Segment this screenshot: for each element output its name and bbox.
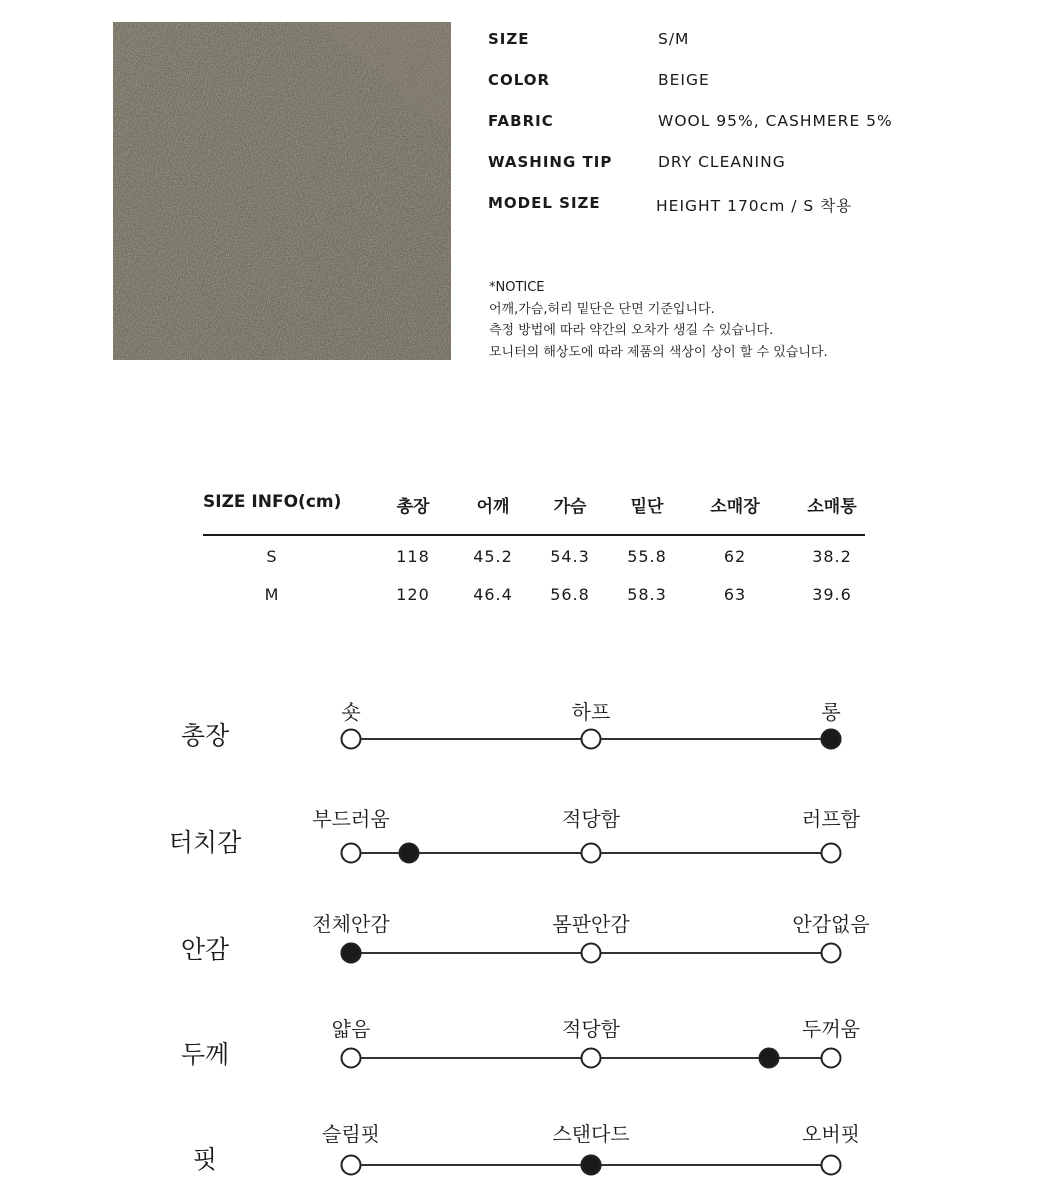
- table-cell: M: [264, 585, 280, 604]
- spec-key: MODEL SIZE: [488, 194, 601, 212]
- scale-selected-marker: [581, 1155, 602, 1176]
- spec-row-fabric: [488, 112, 1008, 153]
- notice-line: 모니터의 해상도에 따라 제품의 색상이 상이 할 수 있습니다.: [489, 344, 828, 360]
- table-cell: 62: [723, 547, 747, 566]
- spec-row-model-size: [488, 194, 1008, 235]
- table-cell: S: [266, 547, 278, 566]
- spec-row-size: [488, 30, 1008, 71]
- scale-option-label: 얇음: [331, 1017, 371, 1041]
- scale-option-label: 두꺼움: [802, 1017, 860, 1041]
- scale-selected-marker: [398, 843, 419, 864]
- scale-marker: [341, 1048, 362, 1069]
- scale-fit: [0, 1112, 1050, 1202]
- scale-option-label: 러프함: [802, 807, 860, 831]
- scale-option-label: 롱: [821, 700, 841, 724]
- scale-option-label: 전체안감: [312, 912, 390, 936]
- table-row: [203, 585, 865, 623]
- scale-marker: [581, 729, 602, 750]
- table-header-cell: 총장: [396, 497, 430, 517]
- table-cell: 56.8: [550, 585, 590, 604]
- scale-selected-marker: [341, 943, 362, 964]
- scale-marker: [581, 943, 602, 964]
- table-row: [203, 547, 865, 585]
- spec-value: BEIGE: [658, 71, 710, 89]
- notice-block: [489, 277, 828, 363]
- table-cell: 55.8: [627, 547, 667, 566]
- scale-marker: [821, 1155, 842, 1176]
- table-header-cell: SIZE INFO(cm): [203, 492, 342, 512]
- scale-label: 안감: [180, 935, 230, 964]
- scale-option-label: 적당함: [562, 1017, 620, 1041]
- table-cell: 120: [396, 585, 430, 604]
- notice-line: 어깨,가슴,허리 밑단은 단면 기준입니다.: [489, 301, 715, 317]
- table-cell: 45.2: [473, 547, 513, 566]
- notice-line: 측정 방법에 따라 약간의 오차가 생길 수 있습니다.: [489, 323, 774, 338]
- spec-list: [488, 30, 1008, 235]
- scale-option-label: 오버핏: [802, 1122, 860, 1146]
- table-header-row: [203, 490, 865, 536]
- spec-value: WOOL 95%, CASHMERE 5%: [658, 112, 893, 130]
- scale-marker: [341, 843, 362, 864]
- table-header-cell: 밑단: [630, 497, 664, 517]
- scale-marker: [821, 943, 842, 964]
- scale-option-label: 하프: [571, 700, 611, 724]
- scale-marker: [341, 1155, 362, 1176]
- scale-touch: [0, 797, 1050, 887]
- table-cell: 54.3: [550, 547, 590, 566]
- fit-rating-scales: [0, 690, 1050, 1200]
- scale-option-label: 슬림핏: [322, 1122, 380, 1146]
- spec-key: SIZE: [488, 30, 530, 48]
- spec-value: S/M: [658, 30, 690, 48]
- scale-option-label: 적당함: [562, 807, 620, 831]
- scale-marker: [821, 1048, 842, 1069]
- scale-length: [0, 690, 1050, 780]
- scale-marker: [581, 843, 602, 864]
- table-header-cell: 소매장: [710, 497, 760, 517]
- spec-key: COLOR: [488, 71, 551, 89]
- scale-lining: [0, 902, 1050, 992]
- table-header-cell: 어깨: [476, 497, 510, 517]
- size-info-table: [203, 490, 865, 623]
- scale-label: 두께: [180, 1040, 230, 1069]
- spec-row-washing-tip: [488, 153, 1008, 194]
- notice-title: *NOTICE: [489, 280, 545, 295]
- spec-row-color: [488, 71, 1008, 112]
- scale-selected-marker: [821, 729, 842, 750]
- scale-label: 핏: [192, 1145, 218, 1174]
- spec-key: WASHING TIP: [488, 153, 613, 171]
- scale-marker: [821, 843, 842, 864]
- scale-thickness: [0, 1007, 1050, 1097]
- table-cell: 58.3: [627, 585, 667, 604]
- table-cell: 46.4: [473, 585, 513, 604]
- table-cell: 63: [723, 585, 747, 604]
- scale-selected-marker: [758, 1048, 779, 1069]
- spec-value: DRY CLEANING: [658, 153, 786, 171]
- spec-value: HEIGHT 170cm / S 착용: [656, 197, 853, 215]
- scale-marker: [581, 1048, 602, 1069]
- scale-option-label: 숏: [341, 700, 361, 724]
- table-header-cell: 가슴: [553, 497, 587, 517]
- table-cell: 38.2: [812, 547, 852, 566]
- scale-option-label: 몸판안감: [552, 912, 630, 936]
- scale-marker: [341, 729, 362, 750]
- scale-label: 터치감: [168, 828, 242, 857]
- table-cell: 39.6: [812, 585, 852, 604]
- fabric-swatch-image: [113, 22, 451, 360]
- table-cell: 118: [396, 547, 430, 566]
- spec-key: FABRIC: [488, 112, 554, 130]
- table-header-cell: 소매통: [807, 497, 857, 517]
- scale-label: 총장: [180, 721, 230, 750]
- scale-option-label: 스탠다드: [552, 1122, 630, 1146]
- scale-option-label: 부드러움: [312, 807, 390, 831]
- scale-option-label: 안감없음: [792, 912, 870, 936]
